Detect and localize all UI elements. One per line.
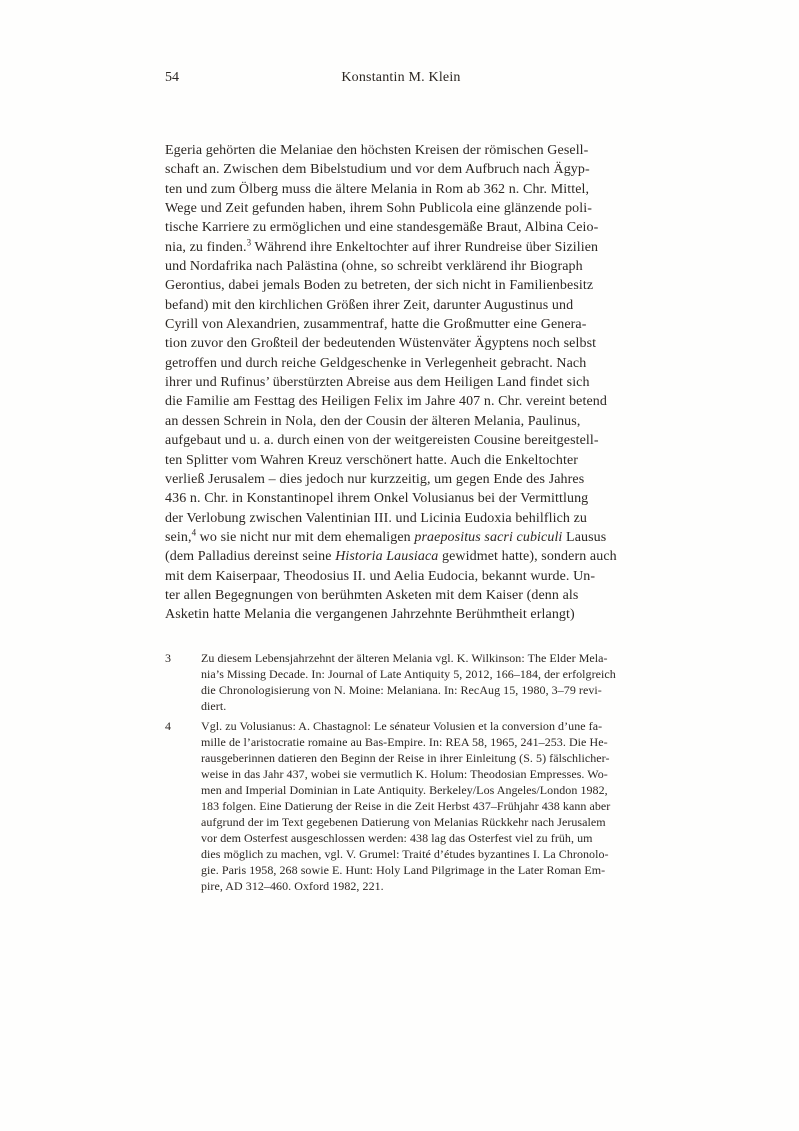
footnote-ref-4: 4 (191, 527, 197, 538)
body-line: ten Splitter vom Wahren Kreuz verschönert hatte. Auch die Enkeltochter (165, 452, 579, 468)
body-line: aufgebaut und u. a. durch einen von der weitgereisten Cousine bereitgestell- (165, 433, 599, 449)
body-line (165, 547, 637, 566)
body-text-segment: gewidmet hatte), sondern auch (438, 549, 617, 565)
footnote-line: men and Imperial Dominian in Late Antiquity. Berkeley/Los Angeles/London 1982, (201, 783, 608, 797)
body-line (165, 238, 637, 257)
body-line (165, 528, 637, 547)
body-line: Asketin hatte Melania die vergangenen Jahrzehnte Berühmtheit erlangt) (165, 607, 575, 623)
footnote-line: 183 folgen. Eine Datierung der Reise in die Zeit Herbst 437–Frühjahr 438 kann aber (201, 799, 611, 813)
body-line: ihrer und Rufinus’ überstürzten Abreise aus dem Heiligen Land findet sich (165, 375, 590, 391)
footnote-line: weise in das Jahr 437, wobei sie vermutlich K. Holum: Theodosian Empresses. Wo- (201, 767, 608, 781)
body-text-segment: Während ihre Enkeltochter auf ihrer Rundreise über Sizilien (251, 239, 599, 255)
footnote-text (201, 718, 637, 894)
body-line: ter allen Begegnungen von berühmten Asketen mit dem Kaiser (denn als (165, 587, 579, 603)
body-text-segment: sein, (165, 529, 192, 545)
body-line: die Familie am Festtag des Heiligen Felix im Jahre 407 n. Chr. vereint betend (165, 394, 608, 410)
body-line: getroffen und durch reiche Geldgeschenke in Verlegenheit gebracht. Nach (165, 355, 587, 371)
footnote-ref-3: 3 (246, 237, 252, 248)
text-block (165, 141, 637, 625)
body-text-segment: wo sie nicht nur mit dem ehemaligen (196, 529, 415, 545)
body-line: an dessen Schrein in Nola, den der Cousin der älteren Melania, Paulinus, (165, 413, 581, 429)
body-text-segment: nia, zu finden. (165, 239, 247, 255)
body-text-segment: Lausus (562, 529, 607, 545)
page-number: 54 (165, 70, 179, 85)
footnote-line: gie. Paris 1958, 268 sowie E. Hunt: Holy Land Pilgrimage in the Later Roman Em- (201, 863, 606, 877)
footnote-line: pire, AD 312–460. Oxford 1982, 221. (201, 879, 384, 893)
body-line: tische Karriere zu ermöglichen und eine standesgemäße Braut, Albina Ceio- (165, 220, 599, 236)
body-line: und Nordafrika nach Palästina (ohne, so schreibt verklärend ihr Biograph (165, 259, 583, 275)
footnote-3 (165, 650, 637, 714)
footnote-text (201, 650, 637, 714)
footnote-line: aufgrund der im Text gegebenen Datierung von Melanias Rückkehr nach Jerusalem (201, 815, 606, 829)
running-head-author: Konstantin M. Klein (341, 70, 461, 85)
body-line: der Verlobung zwischen Valentinian III. und Licinia Eudoxia behilflich zu (165, 510, 587, 526)
body-line: tion zuvor den Großteil der bedeutenden Wüstenväter Ägyptens noch selbst (165, 336, 597, 352)
body-line: Egeria gehörten die Melaniae den höchsten Kreisen der römischen Gesell- (165, 143, 589, 158)
footnote-line: Vgl. zu Volusianus: A. Chastagnol: Le sénateur Volusien et la conversion d’une fa- (201, 719, 603, 733)
footnote-line: dies möglich zu machen, vgl. V. Grumel: Traité d’études byzantines I. La Chronolo- (201, 847, 609, 861)
footnote-line: vor dem Osterfest ausgeschlossen werden: 438 lag das Osterfest viel zu früh, um (201, 831, 593, 845)
body-line: Gerontius, dabei jemals Boden zu betreten, der sich nicht in Familienbesitz (165, 278, 594, 294)
body-line: 436 n. Chr. in Konstantinopel ihrem Onkel Volusianus bei der Vermittlung (165, 491, 589, 507)
body-line: schaft an. Zwischen dem Bibelstudium und vor dem Aufbruch nach Ägyp- (165, 162, 590, 178)
footnote-line: die Chronologisierung von N. Moine: Melaniana. In: RecAug 15, 1980, 3–79 revi- (201, 683, 602, 697)
footnote-line: diert. (201, 699, 227, 713)
body-line: Wege und Zeit gefunden haben, ihrem Sohn Publicola eine glänzende poli- (165, 201, 593, 217)
footnote-line: mille de l’aristocratie romaine au Bas-Empire. In: REA 58, 1965, 241–253. Die He- (201, 735, 608, 749)
footnote-line: nia’s Missing Decade. In: Journal of Late Antiquity 5, 2012, 166–184, der erfolgreich (201, 667, 616, 681)
body-line: mit dem Kaiserpaar, Theodosius II. und Aelia Eudocia, bekannt wurde. Un- (165, 568, 596, 584)
footnote-4 (165, 718, 637, 894)
body-line: ten und zum Ölberg muss die ältere Melania in Rom ab 362 n. Chr. Mittel, (165, 181, 590, 197)
footnote-number: 4 (165, 719, 172, 733)
running-header (165, 70, 637, 86)
body-line: befand) mit den kirchlichen Größen ihrer Zeit, darunter Augustinus und (165, 297, 574, 313)
footnote-line: rausgeberinnen datieren den Beginn der Reise in ihrer Einleitung (S. 5) fälschlicher- (201, 751, 610, 765)
body-text-segment: (dem Palladius dereinst seine (165, 549, 336, 565)
work-title-italic: Historia Lausiaca (335, 549, 439, 565)
body-line: Cyrill von Alexandrien, zusammentraf, hatte die Großmutter eine Genera- (165, 317, 587, 333)
latin-term-italic: praepositus sacri cubiculi (414, 529, 563, 545)
footnotes-section (165, 650, 637, 898)
footnote-number: 3 (165, 651, 172, 665)
footnote-line: Zu diesem Lebensjahrzehnt der älteren Melania vgl. K. Wilkinson: The Elder Mela- (201, 651, 608, 665)
body-line: verließ Jerusalem – dies jedoch nur kurzzeitig, um gegen Ende des Jahres (165, 471, 585, 487)
